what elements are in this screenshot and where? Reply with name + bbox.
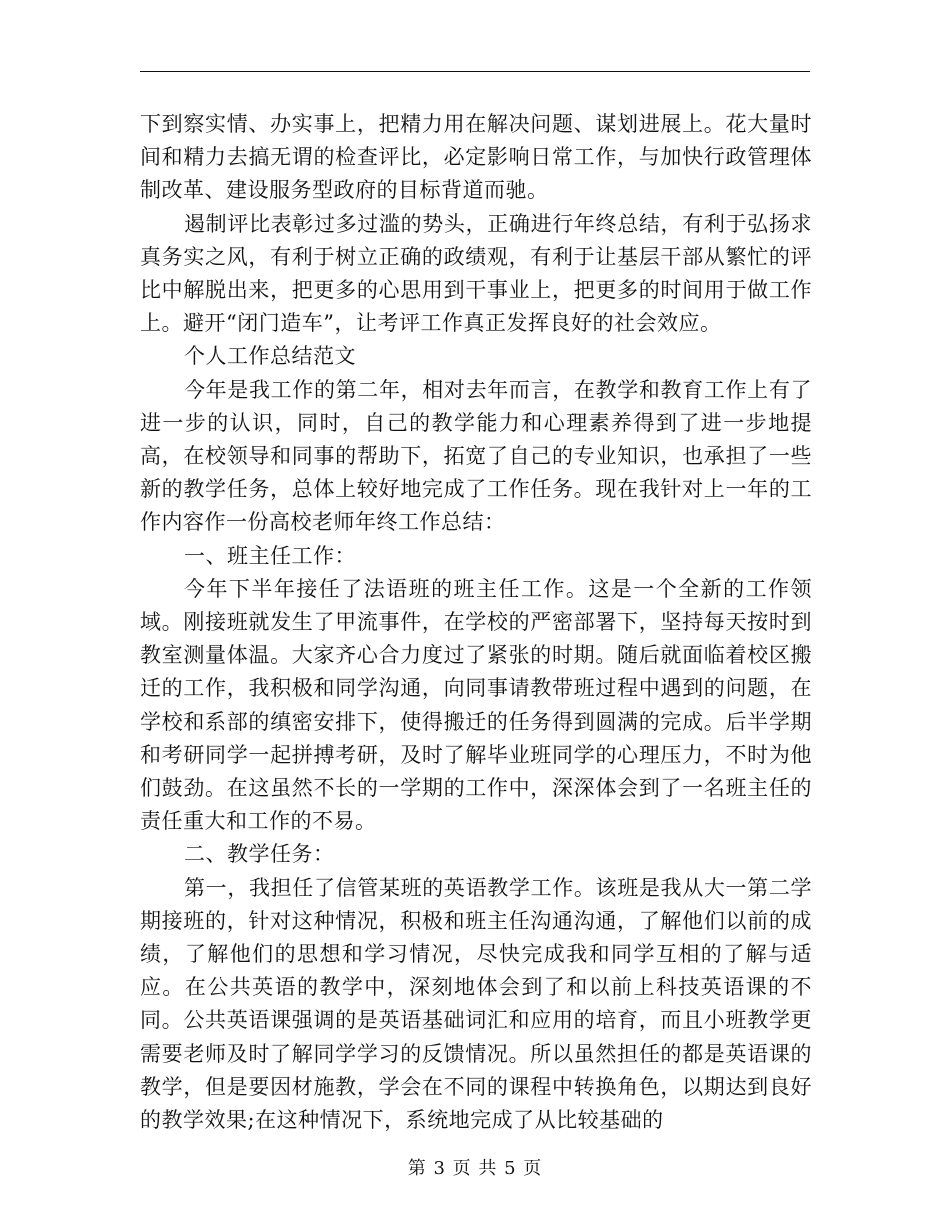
document-body xyxy=(140,108,812,1137)
paragraph: 遏制评比表彰过多过滥的势头，正确进行年终总结，有利于弘扬求真务实之风，有利于树立正确的政绩观，有利于让基层干部从繁忙的评比中解脱出来，把更多的心思用到干事业上，把更多的时间用于做工作上。避开“闭门造车”，让考评工作真正发挥良好的社会效应。 xyxy=(140,211,812,336)
section-heading: 一、班主任工作： xyxy=(184,543,356,568)
section-title: 个人工作总结范文 xyxy=(184,344,356,369)
paragraph: 今年是我工作的第二年，相对去年而言，在教学和教育工作上有了进一步的认识，同时，自己的教学能力和心理素养得到了进一步地提高，在校领导和同事的帮助下，拓宽了自己的专业知识，也承担了一些新的教学任务，总体上较好地完成了工作任务。现在我针对上一年的工作内容作一份高校老师年终工作总结： xyxy=(140,377,812,535)
paragraph: 第一，我担任了信管某班的英语教学工作。该班是我从大一第二学期接班的，针对这种情况，积极和班主任沟通沟通，了解他们以前的成绩，了解他们的思想和学习情况，尽快完成我和同学互相的了解与适应。在公共英语的教学中，深刻地体会到了和以前上科技英语课的不同。公共英语课强调的是英语基础词汇和应用的培育，而且小班教学更需要老师及时了解同学学习的反馈情况。所以虽然担任的都是英语课的教学，但是要因材施教，学会在不同的课程中转换角色，以期达到良好的教学效果;在这种情况下，系统地完成了从比较基础的 xyxy=(140,875,812,1133)
paragraph: 下到察实情、办实事上，把精力用在解决问题、谋划进展上。花大量时间和精力去搞无谓的检查评比，必定影响日常工作，与加快行政管理体制改革、建设服务型政府的目标背道而驰。 xyxy=(140,112,812,203)
section-heading: 二、教学任务： xyxy=(184,842,335,867)
page-footer: 第 3 页 共 5 页 xyxy=(407,1158,543,1179)
header-rule xyxy=(140,71,810,72)
paragraph: 今年下半年接任了法语班的班主任工作。这是一个全新的工作领域。刚接班就发生了甲流事件，在学校的严密部署下，坚持每天按时到教室测量体温。大家齐心合力度过了紧张的时期。随后就面临着校区搬迁的工作，我积极和同学沟通，向同事请教带班过程中遇到的问题，在学校和系部的缜密安排下，使得搬迁的任务得到圆满的完成。后半学期和考研同学一起拼搏考研，及时了解毕业班同学的心理压力，不时为他们鼓劲。在这虽然不长的一学期的工作中，深深体会到了一名班主任的责任重大和工作的不易。 xyxy=(140,576,812,834)
